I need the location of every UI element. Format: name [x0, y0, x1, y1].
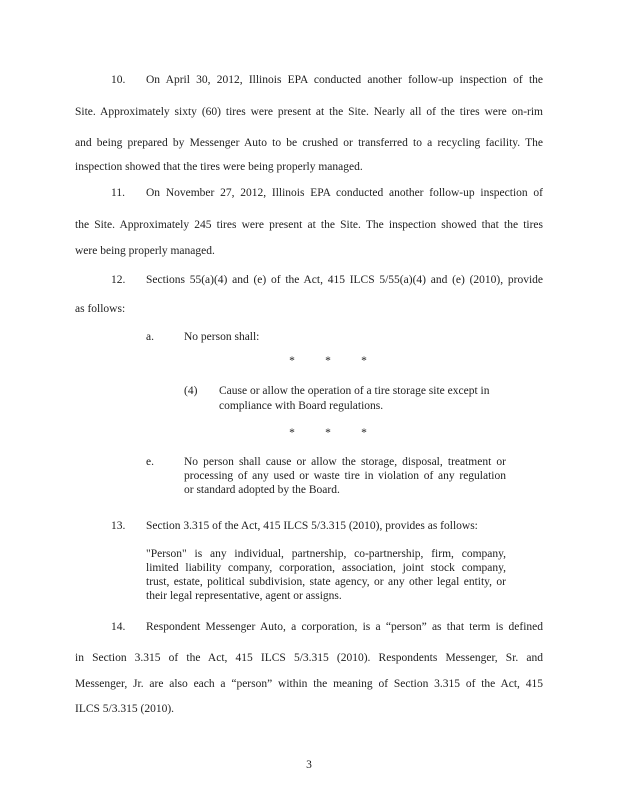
paragraph-13-line-1: Section 3.315 of the Act, 415 ILCS 5/3.315 (2010), provides as follows: [146, 520, 478, 532]
paragraph-12-line-2: as follows: [75, 303, 126, 315]
paragraph-14-line-3: Messenger, Jr. are also each a “person” within the meaning of Section 3.315 of the Act, 415 [75, 678, 543, 690]
paragraph-11-number: 11. [111, 187, 125, 199]
subsection-a-label: a. [146, 331, 154, 343]
quote-line-2: limited liability company, corporation, association, joint stock company, [146, 562, 506, 574]
ellipsis-stars-1 [274, 354, 382, 368]
subsection-e-line-2: processing of any used or waste tire in violation of any regulation [184, 470, 506, 482]
star: * [361, 427, 367, 439]
paragraph-10-line-3: and being prepared by Messenger Auto to be crushed or transferred to a recycling facility. The [75, 137, 543, 149]
quote-line-4: their legal representative, agent or assigns. [146, 590, 342, 602]
quote-line-3: trust, estate, political subdivision, state agency, or any other legal entity, or [146, 576, 506, 588]
subsection-a-text: No person shall: [184, 331, 260, 343]
subsection-4-line-2: compliance with Board regulations. [219, 400, 384, 412]
paragraph-10-line-2: Site. Approximately sixty (60) tires were present at the Site. Nearly all of the tires were on-rim [75, 106, 543, 118]
paragraph-14-line-2: in Section 3.315 of the Act, 415 ILCS 5/3.315 (2010). Respondents Messenger, Sr. and [75, 652, 543, 664]
subsection-e-line-3: or standard adopted by the Board. [184, 484, 340, 496]
paragraph-10-line-1: On April 30, 2012, Illinois EPA conducted another follow-up inspection of the [146, 74, 543, 86]
paragraph-11-line-1: On November 27, 2012, Illinois EPA conducted another follow-up inspection of [146, 187, 543, 199]
paragraph-14-line-4: ILCS 5/3.315 (2010). [75, 703, 175, 715]
subsection-4-line-1: Cause or allow the operation of a tire storage site except in [219, 385, 490, 397]
ellipsis-stars-2 [274, 426, 382, 440]
paragraph-10-number: 10. [111, 74, 126, 86]
paragraph-14-line-1: Respondent Messenger Auto, a corporation, is a “person” as that term is defined [146, 621, 543, 633]
paragraph-10-line-4: inspection showed that the tires were being properly managed. [75, 161, 363, 173]
paragraph-12-line-1: Sections 55(a)(4) and (e) of the Act, 415 ILCS 5/55(a)(4) and (e) (2010), provide [146, 274, 543, 286]
paragraph-11-line-2: the Site. Approximately 245 tires were present at the Site. The inspection showed that the tires [75, 219, 543, 231]
subsection-e-line-1: No person shall cause or allow the storage, disposal, treatment or [184, 456, 506, 468]
subsection-4-label: (4) [184, 385, 198, 397]
star: * [289, 427, 295, 439]
paragraph-11-line-3: were being properly managed. [75, 245, 215, 257]
star: * [325, 355, 331, 367]
star: * [289, 355, 295, 367]
quote-line-1: "Person" is any individual, partnership, co-partnership, firm, company, [146, 548, 506, 560]
subsection-e-label: e. [146, 456, 154, 468]
paragraph-12-number: 12. [111, 274, 126, 286]
page-number: 3 [306, 759, 312, 771]
star: * [361, 355, 367, 367]
paragraph-13-number: 13. [111, 520, 126, 532]
paragraph-14-number: 14. [111, 621, 126, 633]
star: * [325, 427, 331, 439]
